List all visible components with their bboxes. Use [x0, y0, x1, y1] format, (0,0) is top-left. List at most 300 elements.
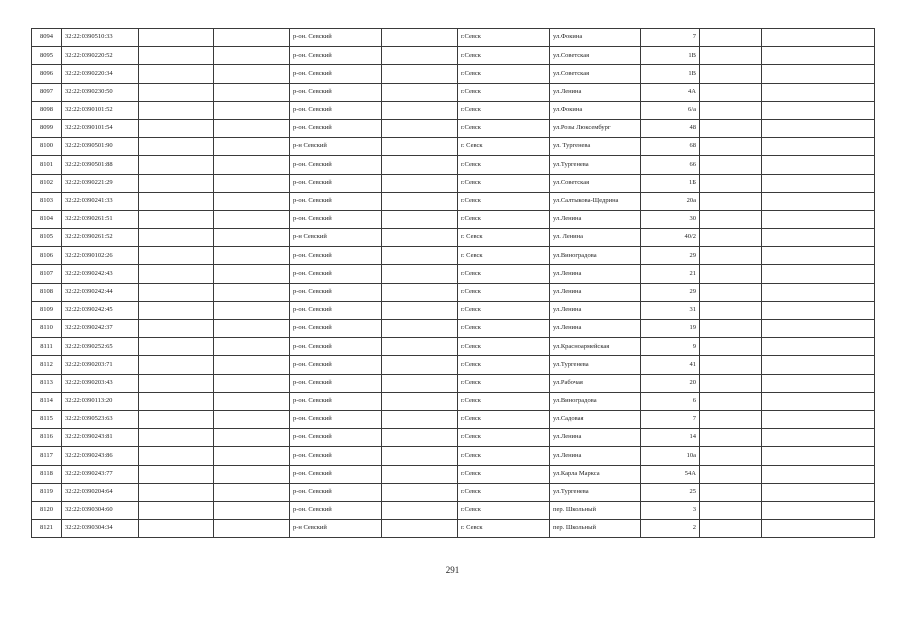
empty-cell [382, 374, 458, 392]
house-number-cell: 29 [641, 283, 700, 301]
empty-cell [139, 210, 214, 228]
table-row [32, 101, 875, 119]
district-cell: р-он. Севский [290, 283, 382, 301]
empty-cell [700, 301, 762, 319]
cadastral-number-cell: 32:22:0390230:50 [62, 83, 139, 101]
city-cell: г.Севск [458, 483, 550, 501]
house-number-cell: 7 [641, 410, 700, 428]
city-cell: г.Севск [458, 301, 550, 319]
empty-cell [214, 483, 290, 501]
city-cell: г.Севск [458, 29, 550, 47]
empty-cell [382, 501, 458, 519]
row-number-cell: 8108 [32, 283, 62, 301]
empty-cell [700, 392, 762, 410]
empty-cell [214, 119, 290, 137]
cadastral-number-cell: 32:22:0390252:65 [62, 338, 139, 356]
empty-cell [700, 156, 762, 174]
cadastral-number-cell: 32:22:0390220:34 [62, 65, 139, 83]
empty-cell [382, 338, 458, 356]
cadastral-number-cell: 32:22:0390102:26 [62, 247, 139, 265]
district-cell: р-он. Севский [290, 501, 382, 519]
house-number-cell: 1В [641, 65, 700, 83]
empty-cell [762, 265, 875, 283]
empty-cell [382, 29, 458, 47]
empty-cell [762, 520, 875, 538]
house-number-cell: 66 [641, 156, 700, 174]
empty-cell [382, 465, 458, 483]
street-cell: ул.Ленина [550, 447, 641, 465]
table-row [32, 156, 875, 174]
empty-cell [700, 138, 762, 156]
district-cell: р-н Севский [290, 138, 382, 156]
city-cell: г.Севск [458, 410, 550, 428]
empty-cell [382, 301, 458, 319]
empty-cell [139, 429, 214, 447]
row-number-cell: 8118 [32, 465, 62, 483]
house-number-cell: 31 [641, 301, 700, 319]
row-number-cell: 8100 [32, 138, 62, 156]
empty-cell [214, 356, 290, 374]
empty-cell [382, 320, 458, 338]
cadastral-number-cell: 32:22:0390113:20 [62, 392, 139, 410]
empty-cell [214, 101, 290, 119]
table-row [32, 138, 875, 156]
house-number-cell: 40/2 [641, 229, 700, 247]
row-number-cell: 8099 [32, 119, 62, 137]
city-cell: г.Севск [458, 83, 550, 101]
cadastral-number-cell: 32:22:0390243:81 [62, 429, 139, 447]
district-cell: р-он. Севский [290, 320, 382, 338]
empty-cell [700, 283, 762, 301]
street-cell: ул.Карла Маркса [550, 465, 641, 483]
empty-cell [700, 192, 762, 210]
cadastral-number-cell: 32:22:0390220:52 [62, 47, 139, 65]
empty-cell [762, 283, 875, 301]
empty-cell [700, 229, 762, 247]
empty-cell [762, 156, 875, 174]
registry-table-container [31, 28, 875, 538]
street-cell: ул.Фокина [550, 29, 641, 47]
city-cell: г.Севск [458, 265, 550, 283]
district-cell: р-он. Севский [290, 83, 382, 101]
empty-cell [700, 338, 762, 356]
district-cell: р-он. Севский [290, 192, 382, 210]
city-cell: г.Севск [458, 192, 550, 210]
empty-cell [382, 101, 458, 119]
empty-cell [382, 229, 458, 247]
empty-cell [214, 392, 290, 410]
house-number-cell: 3 [641, 501, 700, 519]
table-row [32, 447, 875, 465]
table-row [32, 356, 875, 374]
row-number-cell: 8101 [32, 156, 62, 174]
empty-cell [762, 392, 875, 410]
street-cell: ул.Ленина [550, 320, 641, 338]
cadastral-number-cell: 32:22:0390241:33 [62, 192, 139, 210]
table-row [32, 320, 875, 338]
house-number-cell: 21 [641, 265, 700, 283]
row-number-cell: 8116 [32, 429, 62, 447]
street-cell: ул.Тургенева [550, 356, 641, 374]
empty-cell [762, 210, 875, 228]
empty-cell [214, 265, 290, 283]
table-row [32, 429, 875, 447]
city-cell: г.Севск [458, 320, 550, 338]
street-cell: ул.Тургенева [550, 156, 641, 174]
empty-cell [700, 501, 762, 519]
table-row [32, 47, 875, 65]
table-row [32, 83, 875, 101]
district-cell: р-он. Севский [290, 301, 382, 319]
empty-cell [700, 465, 762, 483]
row-number-cell: 8097 [32, 83, 62, 101]
empty-cell [139, 320, 214, 338]
city-cell: г. Севск [458, 247, 550, 265]
house-number-cell: 6/а [641, 101, 700, 119]
empty-cell [762, 301, 875, 319]
empty-cell [214, 520, 290, 538]
table-row [32, 410, 875, 428]
row-number-cell: 8120 [32, 501, 62, 519]
empty-cell [139, 520, 214, 538]
district-cell: р-он. Севский [290, 410, 382, 428]
street-cell: ул.Садовая [550, 410, 641, 428]
cadastral-number-cell: 32:22:0390510:33 [62, 29, 139, 47]
empty-cell [762, 101, 875, 119]
district-cell: р-н Севский [290, 229, 382, 247]
empty-cell [762, 320, 875, 338]
district-cell: р-он. Севский [290, 392, 382, 410]
registry-table [31, 28, 875, 538]
row-number-cell: 8114 [32, 392, 62, 410]
street-cell: ул.Розы Люксембург [550, 119, 641, 137]
empty-cell [700, 101, 762, 119]
empty-cell [139, 283, 214, 301]
street-cell: ул.Советская [550, 174, 641, 192]
cadastral-number-cell: 32:22:0390203:43 [62, 374, 139, 392]
empty-cell [382, 65, 458, 83]
empty-cell [214, 192, 290, 210]
street-cell: ул.Советская [550, 65, 641, 83]
street-cell: ул.Фокина [550, 101, 641, 119]
street-cell: пер. Школьный [550, 520, 641, 538]
empty-cell [382, 447, 458, 465]
street-cell: ул.Ленина [550, 301, 641, 319]
empty-cell [139, 229, 214, 247]
house-number-cell: 25 [641, 483, 700, 501]
table-row [32, 483, 875, 501]
table-body [32, 29, 875, 538]
table-row [32, 174, 875, 192]
empty-cell [382, 265, 458, 283]
empty-cell [139, 247, 214, 265]
empty-cell [382, 356, 458, 374]
district-cell: р-он. Севский [290, 65, 382, 83]
district-cell: р-он. Севский [290, 247, 382, 265]
empty-cell [214, 320, 290, 338]
empty-cell [139, 65, 214, 83]
street-cell: ул.Тургенева [550, 483, 641, 501]
cadastral-number-cell: 32:22:0390101:54 [62, 119, 139, 137]
empty-cell [214, 138, 290, 156]
empty-cell [382, 520, 458, 538]
empty-cell [700, 410, 762, 428]
empty-cell [762, 138, 875, 156]
district-cell: р-он. Севский [290, 210, 382, 228]
row-number-cell: 8095 [32, 47, 62, 65]
table-row [32, 374, 875, 392]
row-number-cell: 8102 [32, 174, 62, 192]
district-cell: р-он. Севский [290, 429, 382, 447]
street-cell: ул.Виноградова [550, 247, 641, 265]
cadastral-number-cell: 32:22:0390304:60 [62, 501, 139, 519]
empty-cell [214, 29, 290, 47]
city-cell: г.Севск [458, 47, 550, 65]
empty-cell [214, 338, 290, 356]
street-cell: ул. Ленина [550, 229, 641, 247]
empty-cell [700, 174, 762, 192]
cadastral-number-cell: 32:22:0390261:52 [62, 229, 139, 247]
city-cell: г.Севск [458, 156, 550, 174]
empty-cell [700, 210, 762, 228]
empty-cell [762, 410, 875, 428]
empty-cell [139, 447, 214, 465]
empty-cell [382, 410, 458, 428]
street-cell: ул. Тургенева [550, 138, 641, 156]
table-row [32, 29, 875, 47]
row-number-cell: 8112 [32, 356, 62, 374]
table-row [32, 283, 875, 301]
row-number-cell: 8098 [32, 101, 62, 119]
empty-cell [700, 119, 762, 137]
empty-cell [382, 283, 458, 301]
city-cell: г. Севск [458, 138, 550, 156]
district-cell: р-он. Севский [290, 465, 382, 483]
empty-cell [214, 229, 290, 247]
table-row [32, 247, 875, 265]
empty-cell [214, 47, 290, 65]
cadastral-number-cell: 32:22:0390523:63 [62, 410, 139, 428]
table-row [32, 265, 875, 283]
empty-cell [382, 392, 458, 410]
row-number-cell: 8105 [32, 229, 62, 247]
street-cell: пер. Школьный [550, 501, 641, 519]
empty-cell [139, 374, 214, 392]
table-row [32, 501, 875, 519]
empty-cell [762, 47, 875, 65]
house-number-cell: 20а [641, 192, 700, 210]
empty-cell [762, 83, 875, 101]
row-number-cell: 8106 [32, 247, 62, 265]
district-cell: р-он. Севский [290, 29, 382, 47]
empty-cell [139, 138, 214, 156]
empty-cell [382, 83, 458, 101]
cadastral-number-cell: 32:22:0390261:51 [62, 210, 139, 228]
city-cell: г. Севск [458, 520, 550, 538]
empty-cell [700, 29, 762, 47]
row-number-cell: 8113 [32, 374, 62, 392]
empty-cell [139, 265, 214, 283]
row-number-cell: 8096 [32, 65, 62, 83]
empty-cell [139, 156, 214, 174]
district-cell: р-он. Севский [290, 119, 382, 137]
cadastral-number-cell: 32:22:0390501:90 [62, 138, 139, 156]
empty-cell [139, 301, 214, 319]
empty-cell [700, 265, 762, 283]
district-cell: р-он. Севский [290, 265, 382, 283]
empty-cell [382, 429, 458, 447]
empty-cell [382, 192, 458, 210]
table-row [32, 119, 875, 137]
empty-cell [214, 174, 290, 192]
city-cell: г.Севск [458, 429, 550, 447]
house-number-cell: 9 [641, 338, 700, 356]
district-cell: р-он. Севский [290, 156, 382, 174]
row-number-cell: 8103 [32, 192, 62, 210]
empty-cell [214, 83, 290, 101]
street-cell: ул.Красноармейская [550, 338, 641, 356]
table-row [32, 465, 875, 483]
table-row [32, 192, 875, 210]
empty-cell [139, 356, 214, 374]
city-cell: г.Севск [458, 356, 550, 374]
empty-cell [214, 247, 290, 265]
city-cell: г.Севск [458, 119, 550, 137]
cadastral-number-cell: 32:22:0390221:29 [62, 174, 139, 192]
house-number-cell: 29 [641, 247, 700, 265]
empty-cell [700, 83, 762, 101]
table-row [32, 301, 875, 319]
city-cell: г.Севск [458, 392, 550, 410]
empty-cell [700, 520, 762, 538]
empty-cell [382, 247, 458, 265]
page-number: 291 [445, 565, 460, 575]
street-cell: ул.Ленина [550, 283, 641, 301]
city-cell: г.Севск [458, 465, 550, 483]
district-cell: р-он. Севский [290, 174, 382, 192]
house-number-cell: 4А [641, 83, 700, 101]
street-cell: ул.Рабочая [550, 374, 641, 392]
table-row [32, 210, 875, 228]
empty-cell [139, 192, 214, 210]
row-number-cell: 8111 [32, 338, 62, 356]
house-number-cell: 1В [641, 47, 700, 65]
row-number-cell: 8104 [32, 210, 62, 228]
empty-cell [762, 119, 875, 137]
empty-cell [382, 138, 458, 156]
table-row [32, 392, 875, 410]
city-cell: г.Севск [458, 65, 550, 83]
cadastral-number-cell: 32:22:0390203:71 [62, 356, 139, 374]
house-number-cell: 7 [641, 29, 700, 47]
empty-cell [762, 29, 875, 47]
empty-cell [214, 429, 290, 447]
table-row [32, 520, 875, 538]
row-number-cell: 8121 [32, 520, 62, 538]
district-cell: р-он. Севский [290, 374, 382, 392]
empty-cell [139, 465, 214, 483]
empty-cell [139, 101, 214, 119]
house-number-cell: 20 [641, 374, 700, 392]
empty-cell [139, 392, 214, 410]
district-cell: р-он. Севский [290, 356, 382, 374]
empty-cell [214, 501, 290, 519]
empty-cell [700, 356, 762, 374]
street-cell: ул.Виноградова [550, 392, 641, 410]
city-cell: г.Севск [458, 101, 550, 119]
empty-cell [762, 65, 875, 83]
table-row [32, 338, 875, 356]
empty-cell [700, 429, 762, 447]
cadastral-number-cell: 32:22:0390101:52 [62, 101, 139, 119]
empty-cell [700, 65, 762, 83]
cadastral-number-cell: 32:22:0390242:37 [62, 320, 139, 338]
empty-cell [762, 229, 875, 247]
house-number-cell: 14 [641, 429, 700, 447]
empty-cell [762, 465, 875, 483]
street-cell: ул.Ленина [550, 83, 641, 101]
empty-cell [382, 119, 458, 137]
city-cell: г.Севск [458, 210, 550, 228]
empty-cell [762, 501, 875, 519]
city-cell: г.Севск [458, 174, 550, 192]
empty-cell [214, 374, 290, 392]
empty-cell [214, 410, 290, 428]
house-number-cell: 30 [641, 210, 700, 228]
empty-cell [139, 47, 214, 65]
empty-cell [139, 83, 214, 101]
empty-cell [139, 501, 214, 519]
row-number-cell: 8115 [32, 410, 62, 428]
street-cell: ул.Ленина [550, 265, 641, 283]
row-number-cell: 8110 [32, 320, 62, 338]
empty-cell [700, 320, 762, 338]
row-number-cell: 8109 [32, 301, 62, 319]
street-cell: ул.Ленина [550, 210, 641, 228]
empty-cell [382, 174, 458, 192]
street-cell: ул.Ленина [550, 429, 641, 447]
cadastral-number-cell: 32:22:0390242:45 [62, 301, 139, 319]
row-number-cell: 8117 [32, 447, 62, 465]
city-cell: г.Севск [458, 501, 550, 519]
empty-cell [700, 374, 762, 392]
table-row [32, 229, 875, 247]
empty-cell [139, 174, 214, 192]
empty-cell [762, 483, 875, 501]
empty-cell [762, 356, 875, 374]
cadastral-number-cell: 32:22:0390501:88 [62, 156, 139, 174]
empty-cell [139, 483, 214, 501]
city-cell: г.Севск [458, 447, 550, 465]
street-cell: ул.Советская [550, 47, 641, 65]
table-row [32, 65, 875, 83]
row-number-cell: 8119 [32, 483, 62, 501]
empty-cell [700, 247, 762, 265]
empty-cell [762, 247, 875, 265]
city-cell: г.Севск [458, 338, 550, 356]
city-cell: г. Севск [458, 229, 550, 247]
empty-cell [762, 174, 875, 192]
empty-cell [139, 338, 214, 356]
empty-cell [762, 192, 875, 210]
empty-cell [139, 410, 214, 428]
cadastral-number-cell: 32:22:0390243:86 [62, 447, 139, 465]
empty-cell [139, 119, 214, 137]
empty-cell [762, 429, 875, 447]
district-cell: р-н Севский [290, 520, 382, 538]
house-number-cell: 2 [641, 520, 700, 538]
street-cell: ул.Салтыкова-Щедрина [550, 192, 641, 210]
